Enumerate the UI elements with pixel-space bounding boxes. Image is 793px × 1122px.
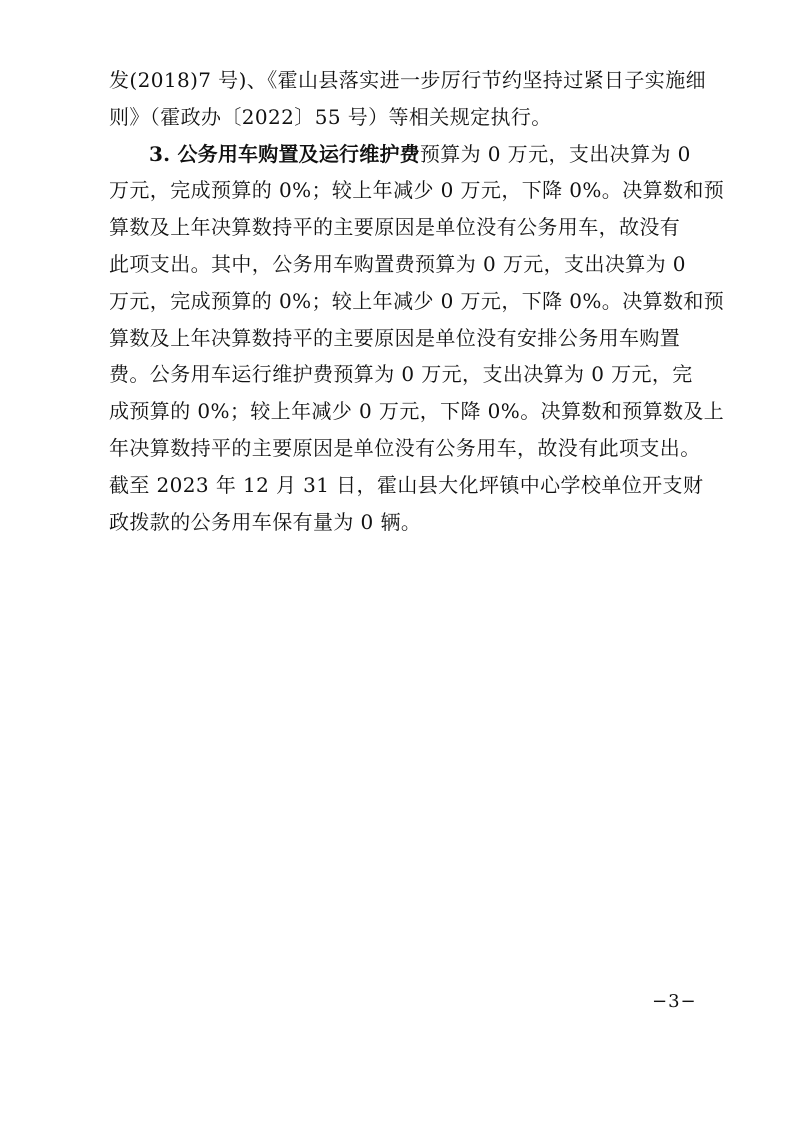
text-line-4: 万元，完成预算的 0%；较上年减少 0 万元，下降 0%。决算数和预 (109, 178, 725, 203)
text-line-2: 则》（霍政办〔2022〕55 号）等相关规定执行。 (109, 104, 552, 129)
text-line-1: 发(2018)7 号)、《霍山县落实进一步厉行节约坚持过紧日子实施细 (109, 68, 706, 92)
text-line-8: 算数及上年决算数持平的主要原因是单位没有安排公务用车购置 (109, 325, 681, 350)
text-line-9: 费。公务用车运行维护费预算为 0 万元，支出决算为 0 万元，完 (109, 362, 693, 387)
text-line-6: 此项支出。其中，公务用车购置费预算为 0 万元，支出决算为 0 (109, 251, 686, 276)
text-line-10: 成预算的 0%；较上年减少 0 万元，下降 0%。决算数和预算数及上 (109, 399, 725, 424)
section-3-text-start: 预算为 0 万元，支出决算为 0 (419, 141, 691, 166)
section-3-heading-line (149, 136, 699, 173)
text-line-12: 截至 2023 年 12 月 31 日，霍山县大化坪镇中心学校单位开支财 (109, 472, 704, 497)
section-3-heading: 3. 公务用车购置及运行维护费 (149, 141, 420, 166)
text-line-11: 年决算数持平的主要原因是单位没有公务用车，故没有此项支出。 (109, 435, 701, 460)
text-line-13: 政拨款的公务用车保有量为 0 辆。 (109, 509, 422, 534)
document-body (109, 62, 725, 540)
text-line-5: 算数及上年决算数持平的主要原因是单位没有公务用车，故没有 (109, 215, 681, 240)
page-number: −3− (652, 991, 697, 1012)
text-line-7: 万元，完成预算的 0%；较上年减少 0 万元，下降 0%。决算数和预 (109, 288, 725, 313)
